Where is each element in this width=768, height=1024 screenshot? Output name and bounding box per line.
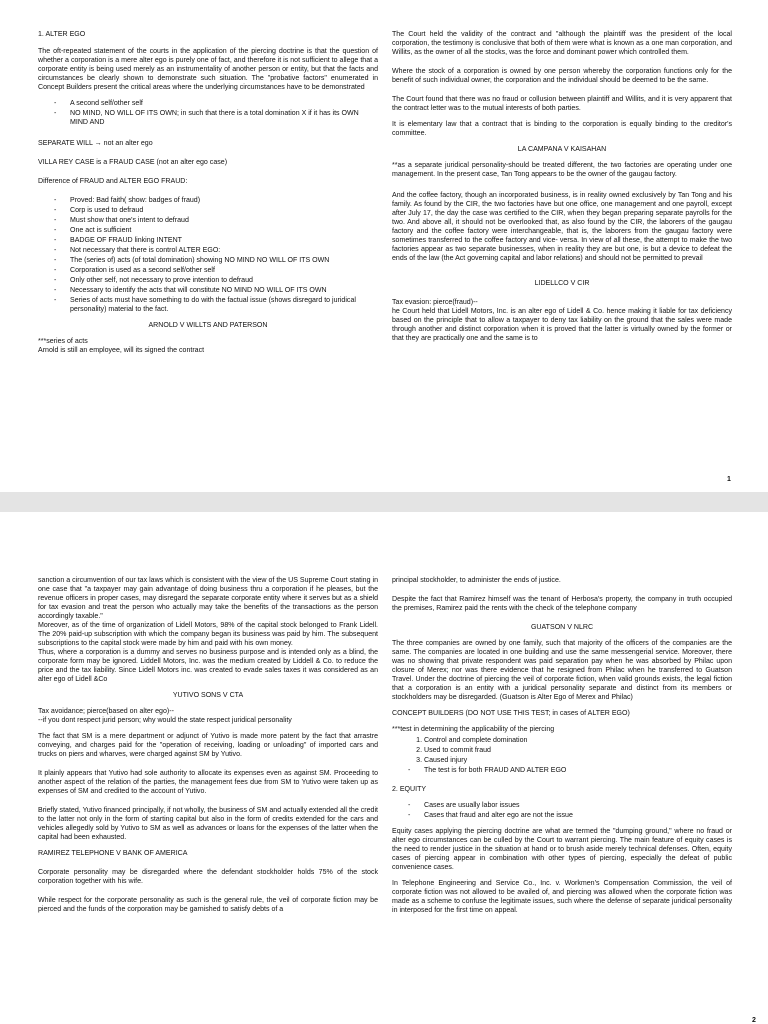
list-item: 3. Caused injury [424,756,732,765]
piercing-test-note: ***test in determining the applicability of the piercing [392,726,555,733]
la-campana-case-title: LA CAMPANA V KAISAHAN [517,146,607,153]
willits-paragraph-2: Where the stock of a corporation is owned by one person whereby the corporation functions only for the benefit of such individual owner, the corporation and the individual should be deemed to be the same. [392,68,732,84]
page-number: 1 [727,476,731,483]
list-item: - BADGE OF FRAUD linking INTENT [70,236,378,245]
list-item: - Cases that fraud and alter ego are not the issue [424,811,732,820]
la-campana-paragraph-2: And the coffee factory, though an incorporated business, is in reality owned exclusively by Tan Tong and his family. As found by the CIR, the two factories have but one office, one management and one payroll, except after July 17, the day the case was certified to the CIR, when they began preparing separate payrolls for the two. And above all, it should not be overlooked that, as also found by the CIR, the laborers of the gaugau factory and the coffee factory were interchangeable, that is, the laborers from the gaugau factory were sometimes transferred to the coffee factory and vice- versa. In view of all these, the attempt to make the two factories appear as two separate businesses, when in reality they are but one, is but a device to defeat the ends of the law (the Act governing capital and labor relations) and should not be permitted to prevail [392,192,732,262]
lidellco-continued-3: Thus, where a corporation is a dummy and serves no business purpose and is intended only as a blind, the corporate form may be ignored. Liddell Motors, Inc. was the medium created by Liddell & Co. to reduce the price and the tax liability. Since Lidell Motors inc. was created to evade sales taxes it was considered as an alter ego of Lidell &Co [38,649,378,683]
alter-ego-intro: The oft-repeated statement of the courts in the application of the piercing doctrine is that the question of whether a corporation is a mere alter ego is purely one of fact, and therefore it is not sufficient to allege that a corporate entity is being used merely as an instrumentality of another person or entity, but that the facts and circumstances be clearly shown to demonstrate such situation. The "probative factors" enumerated in Concept Builders present the critical areas where the underlying circumstances have to be demonstrated [38,48,378,91]
list-item: - The (series of) acts (of total domination) showing NO MIND NO WILL OF ITS OWN [70,256,378,265]
list-item: - Series of acts must have something to do with the factual issue (shows disregard to juridical personality) material to the fact. [70,296,378,314]
document-page-2 [0,512,768,1024]
list-item: - NO MIND, NO WILL OF ITS OWN; in such that there is a total domination X if it has its OWN MIND AND [70,109,378,127]
equity-paragraph-2: In Telephone Engineering and Service Co., Inc. v. Workmen's Compensation Commission, the veil of corporate fiction was not allowed to be availed of, and piercing was allowed when the corporate fiction was made as a scheme to confuse the legitimate issues, such where the defense of separate juridical personality in interposed for the first time on appeal. [392,880,732,914]
list-item: - One act is sufficient [70,226,378,235]
probative-factors-list [38,99,378,127]
yutivo-paragraph-1: The fact that SM is a mere department or adjunct of Yutivo is made more patent by the fact that arrastre conveying, and charges paid for the "operation of receiving, loading or unloading" of imported cars and trucks on piers and wharves, were charged against SM by Yutivo. [38,733,378,758]
lidellco-paragraph-1: he Court held that Lidell Motors, Inc. is an alter ego of Lidell & Co. hence making it liable for tax deficiency based on the principle that to allow a taxpayer to deny tax liability on the ground that the sales were made through another and distinct corporation when it is proved that the latter is virtually owned by the former or that they are practically one and the same is to [392,308,732,342]
ramirez-continued-2: Despite the fact that Ramirez himself was the tenant of Herbosa's property, the company in truth occupied the premises, Ramirez paid the rents with the check of the telephone company [392,596,732,612]
list-item: - The test is for both FRAUD AND ALTER EGO [424,766,732,775]
difference-heading: Difference of FRAUD and ALTER EGO FRAUD: [38,178,188,185]
yutivo-paragraph-3: Briefly stated, Yutivo financed principally, if not wholly, the business of SM and actually extended all the credit to the latter not only in the form of starting capital but also in the form of credits extended for the cars and vehicles allegedly sold by Yutivo to SM as well as advances or loans for the expenses of the latter when the capital had been exhausted. [38,807,378,841]
arnold-case-text: Arnold is still an employee, will its signed the contract [38,347,205,354]
page-1-left-column [38,30,378,362]
ramirez-continued-1: principal stockholder, to administer the ends of justice. [392,577,561,584]
arnold-case-title: ARNOLD V WILLTS AND PATERSON [148,322,268,329]
list-item: - Necessary to identify the acts that will constitute NO MIND NO WILL OF ITS OWN [70,286,378,295]
page-2-right-column [392,576,732,922]
lidellco-case-title: LIDELLCO V CIR [534,280,590,287]
guatson-paragraph-1: The three companies are owned by one family, such that majority of the officers of the companies are the same. The companies are located in one building and use the same messengerial service. Moreover, there was no showing that private respondent was paid separation pay when he was absorbed by Philac upon closure of Merex; nor was there evidence that he resigned from Philac when he transferred to Guatson Travel. Under the doctrine of piercing the veil of corporate fiction, when valid grounds exists, the legal fiction that a corporation is an entity with a juridical personality separate and distinct from its members or stockholders may be disregarded. (Guatson is Alter Ego of Merex and Philac) [392,640,732,701]
piercing-test-list [392,736,732,765]
fraud-alter-ego-list [38,196,378,314]
willits-paragraph-1: The Court held the validity of the contract and "although the plaintiff was the president of the local corporation, the testimony is conclusive that both of them were what is known as a one man corporation, and Willits, as the owner of all the stocks, was the force and dominant power which controlled them. [392,31,732,56]
list-item: 2. Used to commit fraud [424,746,732,755]
list-item: - A second self/other self [70,99,378,108]
lidellco-continued-2: Moreover, as of the time of organization of Lidell Motors, 98% of the capital stock belonged to Frank Lidell. The 20% paid-up subscription with which the company began its business was paid by him. The subsequent subscriptions to the capital stock were made by him and paid with his own money. [38,622,378,647]
equity-paragraph-1: Equity cases applying the piercing doctrine are what are termed the "dumping ground," where no fraud or alter ego circumstances can be culled by the Court to warrant piercing. The main feature of equity cases is the need to render justice in the situation at hand or to brush aside merely technical defenses. Often, equity cases of piercing appear in combination with other types of piercing, especially the defeat of public convenience cases. [392,828,732,871]
equity-list [392,801,732,820]
list-item: - Cases are usually labor issues [424,801,732,810]
equity-heading: 2. EQUITY [392,786,427,793]
piercing-test-extra [392,766,732,775]
list-item: - Must show that one's intent to defraud [70,216,378,225]
arnold-series-note: ***series of acts [38,338,88,345]
willits-paragraph-3: The Court found that there was no fraud or collusion between plaintiff and Willits, and it is very apparent that the contract letter was to the mutual interests of both parties. [392,96,732,112]
separate-will-line: SEPARATE WILL → not an alter ego [38,140,153,147]
lidellco-continued-1: sanction a circumvention of our tax laws which is consistent with the view of the US Supreme Court stating in one case that "a taxpayer may gain advantage of doing business thru a corporation if he pleases, but the revenue officers in proper cases, may disregard the separate corporate entity where it serves but as a shield for tax evasion and treat the person who actually may take the benefits of the transactions as the person accordingly taxable." [38,577,378,620]
concept-builders-title: CONCEPT BUILDERS (DO NOT USE THIS TEST; in cases of ALTER EGO) [392,710,630,717]
list-item: - Corporation is used as a second self/other self [70,266,378,275]
guatson-case-title: GUATSON V NLRC [530,624,594,631]
yutivo-paragraph-2: It plainly appears that Yutivo had sole authority to allocate its expenses even as against SM. Proceeding to another aspect of the relation of the parties, the management fees due from SM to Yutivo were taken up as expenses of SM and credited to the account of Yutivo. [38,770,378,795]
list-item: - Corp is used to defraud [70,206,378,215]
la-campana-paragraph-1: **as a separate juridical personality-should be treated different, the two factories are operating under one management. In the present case, Tan Tong appears to be the owner of the gaugau factory. [392,162,732,178]
page-number: 2 [752,1017,756,1024]
page-2-left-column [38,576,378,921]
yutivo-note: --if you dont respect jurid person; why would the state respect juridical personality [38,717,292,724]
list-item: - Not necessary that there is control ALTER EGO: [70,246,378,255]
list-item: - Proved: Bad faith( show: badges of fraud) [70,196,378,205]
tax-evasion-line: Tax evasion: pierce(fraud)-- [392,299,478,306]
ramirez-paragraph-1: Corporate personality may be disregarded where the defendant stockholder holds 75% of the stock corporation together with his wife. [38,869,378,885]
willits-paragraph-4: It is elementary law that a contract that is binding to the corporation is equally binding to the creditor's committee. [392,121,732,137]
page-1-right-column [392,30,732,350]
tax-avoidance-line: Tax avoidance; pierce(based on alter ego)-- [38,708,174,715]
yutivo-case-title: YUTIVO SONS V CTA [172,692,244,699]
alter-ego-heading: 1. ALTER EGO [38,31,86,38]
list-item: - Only other self, not necessary to prove intention to defraud [70,276,378,285]
ramirez-case-title: RAMIREZ TELEPHONE V BANK OF AMERICA [38,850,188,857]
ramirez-paragraph-2: While respect for the corporate personality as such is the general rule, the veil of corporate fiction may be pierced and the funds of the corporation may be garnished to satisfy debts of a [38,897,378,913]
villa-rey-line: VILLA REY CASE is a FRAUD CASE (not an alter ego case) [38,159,228,166]
list-item: 1. Control and complete domination [424,736,732,745]
